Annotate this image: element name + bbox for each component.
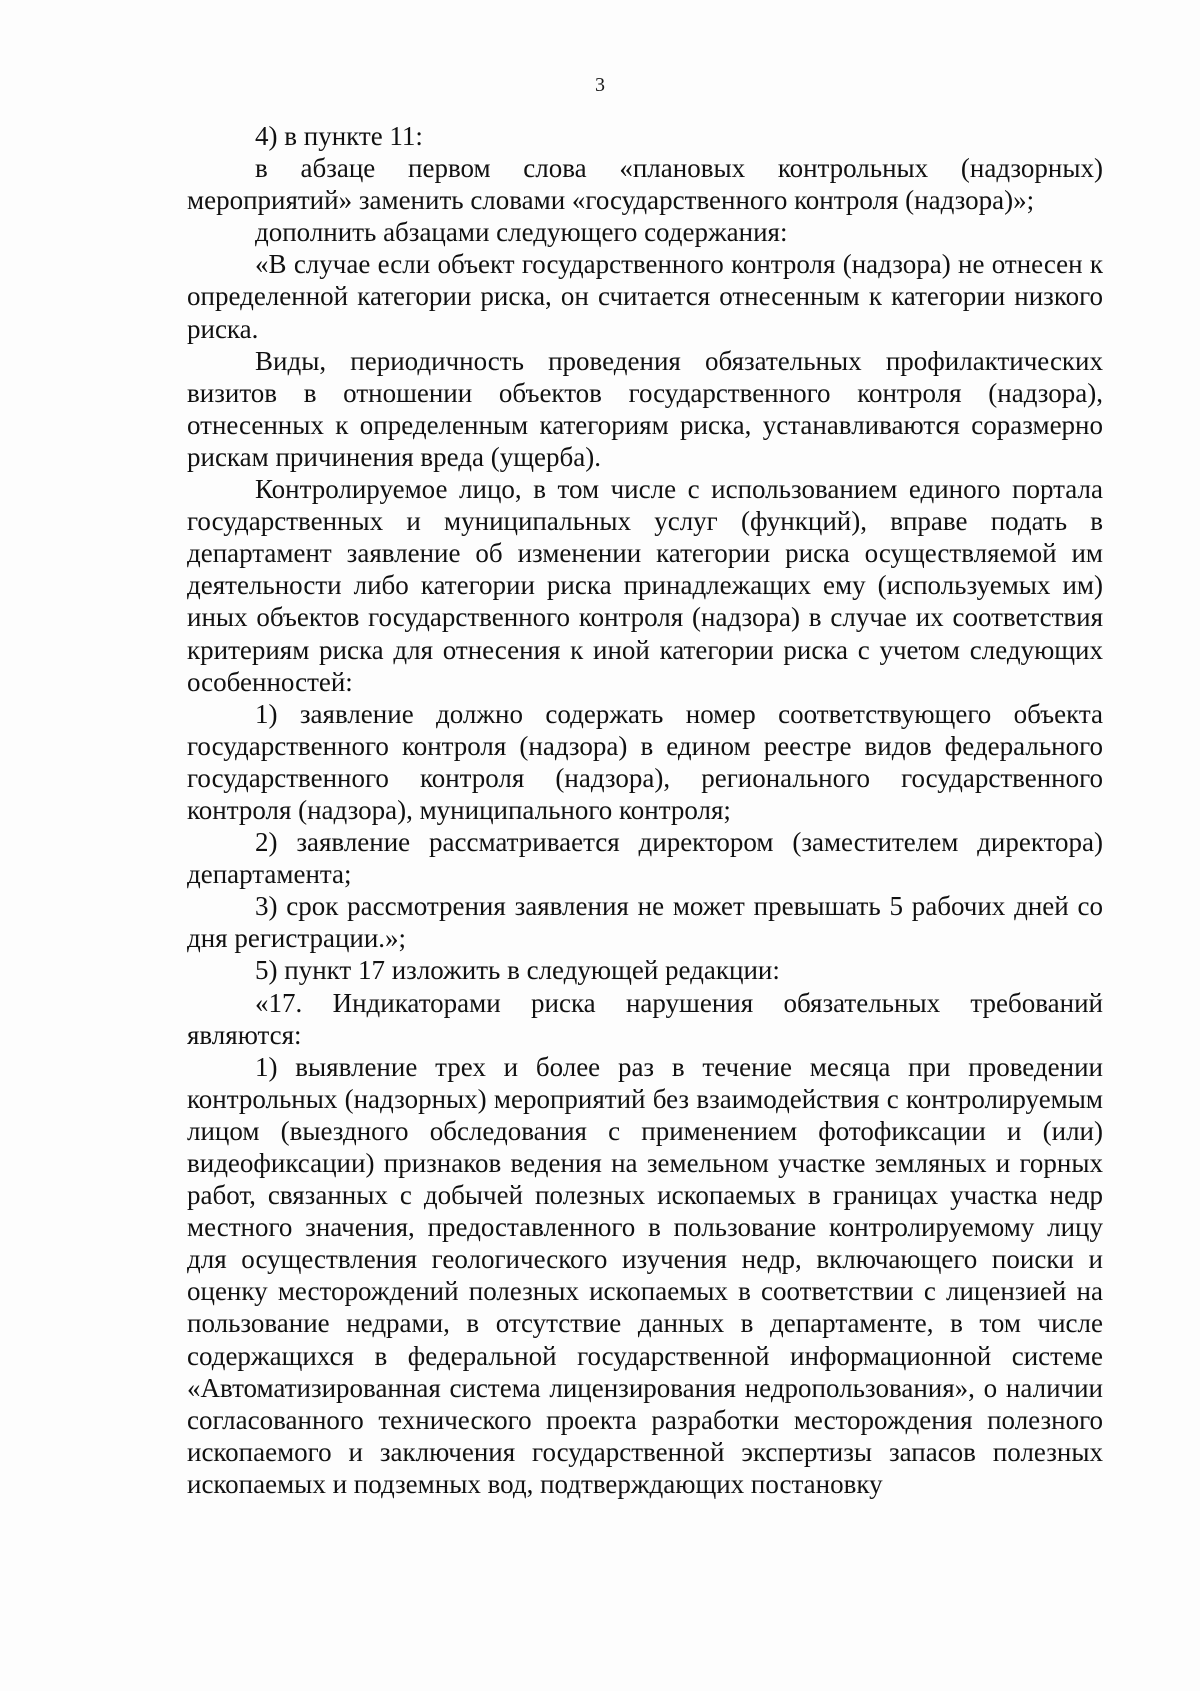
paragraph-controlled-person: Контролируемое лицо, в том числе с использованием единого портала государственных и муниципальных услуг (функций), вправе подать в департамент заявление об изменении категории риска осуществляемой им деятельности либо категории риска принадлежащих ему (используемых им) иных объектов государственного контроля (надзора) в случае их соответствия критериям риска для отнесения к иной категории риска с учетом следующих особенностей: xyxy=(187,474,1103,697)
paragraph-condition-1: 1) заявление должно содержать номер соответствующего объекта государственного контроля (надзора) в едином реестре видов федерального государственного контроля (надзора), регионального государственного контроля (надзора), муниципального контроля; xyxy=(187,698,1103,825)
paragraph-visit-types: Виды, периодичность проведения обязательных профилактических визитов в отношении объектов государственного контроля (надзора), отнесенных к определенным категориям риска, устанавливаются соразмерно рискам причинения вреда (ущерба). xyxy=(187,345,1103,472)
paragraph-condition-3: 3) срок рассмотрения заявления не может превышать 5 рабочих дней со дня регистрации.»; xyxy=(187,891,1103,954)
paragraph-add-abzacs: дополнить абзацами следующего содержания: xyxy=(255,217,788,248)
paragraph-item-4: 4) в пункте 11: xyxy=(255,121,423,151)
paragraph-indicator-1: 1) выявление трех и более раз в течение месяца при проведении контрольных (надзорных) мероприятий без взаимодействия с контролируемым лицом (выездного обследования с применением фотофиксации и (или) видеофиксации) признаков ведения на земельном участке земляных и горных работ, связанных с добычей полезных ископаемых в границах участка недр местного значения, предоставленного в пользование контролируемому лицу для осуществления геологического изучения недр, включающего поиски и оценку месторождений полезных ископаемых в соответствии с лицензией на пользование недрами, в отсутствие данных в департаменте, в том числе содержащихся в федеральной государственной информационной системе «Автоматизированная система лицензирования недропользования», о наличии согласованного технического проекта разработки месторождения полезного ископаемого и заключения государственной экспертизы запасов полезных ископаемых и подземных вод, подтверждающих постановку xyxy=(187,1051,1103,1499)
paragraph-condition-2: 2) заявление рассматривается директором (заместителем директора) департамента; xyxy=(187,827,1103,890)
document-body xyxy=(187,120,1103,1500)
paragraph-point-17: «17. Индикаторами риска нарушения обязательных требований являются: xyxy=(187,987,1103,1050)
paragraph-item-5: 5) пункт 17 изложить в следующей редакции: xyxy=(255,955,780,986)
paragraph-low-risk: «В случае если объект государственного контроля (надзора) не отнесен к определенной категории риска, он считается отнесенным к категории низкого риска. xyxy=(187,249,1103,344)
paragraph-abzac-first: в абзаце первом слова «плановых контрольных (надзорных) мероприятий» заменить словами «государственного контроля (надзора)»; xyxy=(187,153,1103,216)
page-number: 3 xyxy=(595,74,605,96)
